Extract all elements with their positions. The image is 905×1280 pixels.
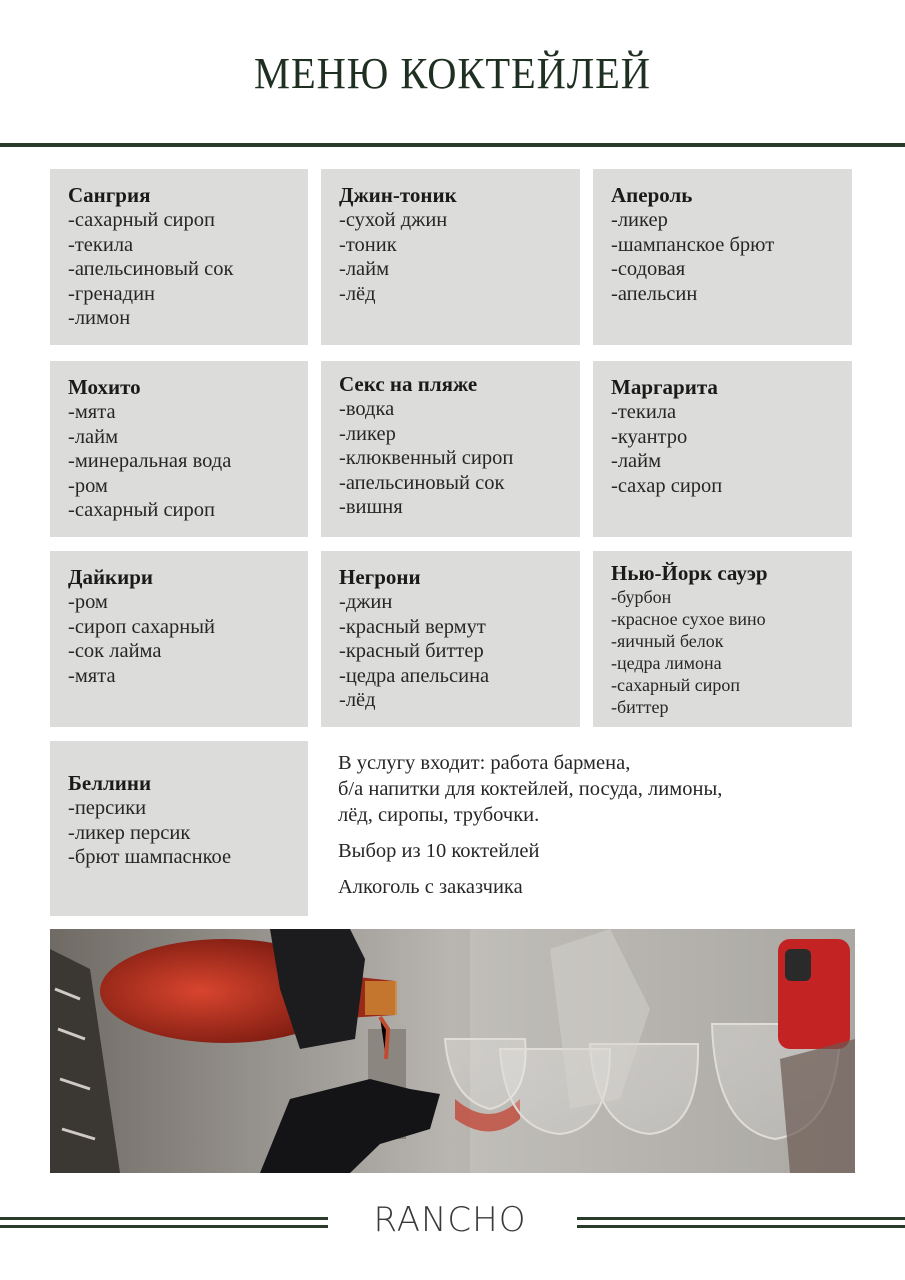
cocktail-name: Нью-Йорк сауэр (611, 561, 768, 585)
ingredient: -текила (68, 233, 134, 256)
cocktail-card-negroni (321, 551, 580, 727)
cocktail-card-aperol (593, 169, 852, 345)
ingredient: -вишня (339, 496, 403, 518)
cocktail-name: Апероль (611, 183, 693, 207)
ingredient: -сахарный сироп (68, 499, 215, 521)
ingredient: -ликер персик (68, 821, 191, 844)
ingredient: -водка (339, 398, 395, 420)
cocktail-name: Негрони (339, 565, 421, 589)
ingredient: -биттер (611, 697, 669, 717)
note-line: лёд, сиропы, трубочки. (338, 804, 540, 826)
footer-rule-left (0, 1225, 328, 1228)
ingredient: -лёд (339, 689, 376, 711)
ingredient: -яичный белок (611, 631, 724, 651)
ingredient: -бурбон (611, 587, 672, 607)
ingredient: -содовая (611, 258, 686, 280)
ingredient: -клюквенный сироп (339, 447, 514, 469)
cocktail-card-gin-tonic (321, 169, 580, 345)
ingredient: -лимон (68, 307, 131, 329)
ingredient: -ром (68, 591, 108, 613)
cocktail-name: Маргарита (611, 375, 718, 399)
ingredient: -лайм (339, 258, 390, 280)
ingredient: -ликер (611, 209, 668, 231)
ingredient: -лайм (68, 425, 119, 448)
cocktail-card-margarita (593, 361, 852, 537)
footer-rule-left (0, 1217, 328, 1220)
ingredient: -гренадин (68, 282, 156, 305)
cocktail-name: Сангрия (68, 183, 151, 207)
ingredient: -сахарный сироп (68, 209, 215, 231)
ingredient: -апельсин (611, 282, 698, 305)
note-line: В услугу входит: работа бармена, (338, 752, 631, 774)
cocktail-name: Мохито (68, 375, 141, 399)
ingredient: -ром (68, 474, 108, 497)
cocktail-name: Джин-тоник (339, 183, 457, 207)
cocktail-name: Дайкири (68, 565, 154, 589)
ingredient: -мята (68, 664, 116, 687)
ingredient: -шампанское брют (611, 233, 775, 256)
service-notes (338, 750, 808, 910)
ingredient: -красный биттер (339, 640, 484, 662)
ingredient: -мята (68, 401, 116, 423)
ingredient: -текила (611, 401, 677, 423)
ingredient: -сахарный сироп (611, 675, 741, 695)
cocktail-name: Секс на пляже (339, 372, 478, 396)
cocktail-name: Беллини (68, 771, 152, 795)
ingredient: -лёд (339, 282, 376, 305)
ingredient: -куантро (611, 425, 688, 448)
cocktail-card-mojito (50, 361, 308, 537)
note-line: б/а напитки для коктейлей, посуда, лимоны, (338, 778, 723, 800)
bartender-photo (50, 929, 855, 1173)
ingredient: -цедра апельсина (339, 664, 490, 687)
ingredient: -красный вермут (339, 615, 486, 638)
bartender-photo-illustration (50, 929, 855, 1173)
service-included-text (338, 750, 808, 828)
ingredient: -ликер (339, 422, 396, 445)
ingredient: -цедра лимона (611, 653, 722, 673)
cocktail-card-bellini (50, 741, 308, 916)
ingredient: -сок лайма (68, 640, 162, 662)
ingredient: -лайм (611, 450, 662, 472)
ingredient: -апельсиновый сок (68, 258, 234, 280)
brand-logo: RANCHO (373, 1200, 527, 1240)
cocktail-choice-text: Выбор из 10 коктейлей (338, 840, 540, 862)
ingredient: -минеральная вода (68, 450, 232, 472)
menu-title: МЕНЮ КОКТЕЙЛЕЙ (254, 49, 651, 98)
cocktail-card-sex-on-the-beach (321, 361, 580, 537)
top-divider (0, 143, 905, 147)
cocktail-card-daiquiri (50, 551, 308, 727)
cocktail-card-sangria (50, 169, 308, 345)
ingredient: -сухой джин (339, 209, 448, 231)
ingredient: -сахар сироп (611, 474, 723, 497)
footer-rule-right (577, 1225, 905, 1228)
ingredient: -джин (339, 591, 393, 613)
ingredient: -тоник (339, 233, 397, 256)
ingredient: -брют шампаснкое (68, 846, 232, 868)
footer-rule-right (577, 1217, 905, 1220)
ingredient: -красное сухое вино (611, 609, 766, 629)
ingredient: -сироп сахарный (68, 615, 215, 638)
cocktail-card-new-york-sour (593, 551, 852, 727)
ingredient: -апельсиновый сок (339, 471, 505, 494)
alcohol-note-text: Алкоголь с заказчика (338, 876, 523, 898)
ingredient: -персики (68, 797, 147, 819)
